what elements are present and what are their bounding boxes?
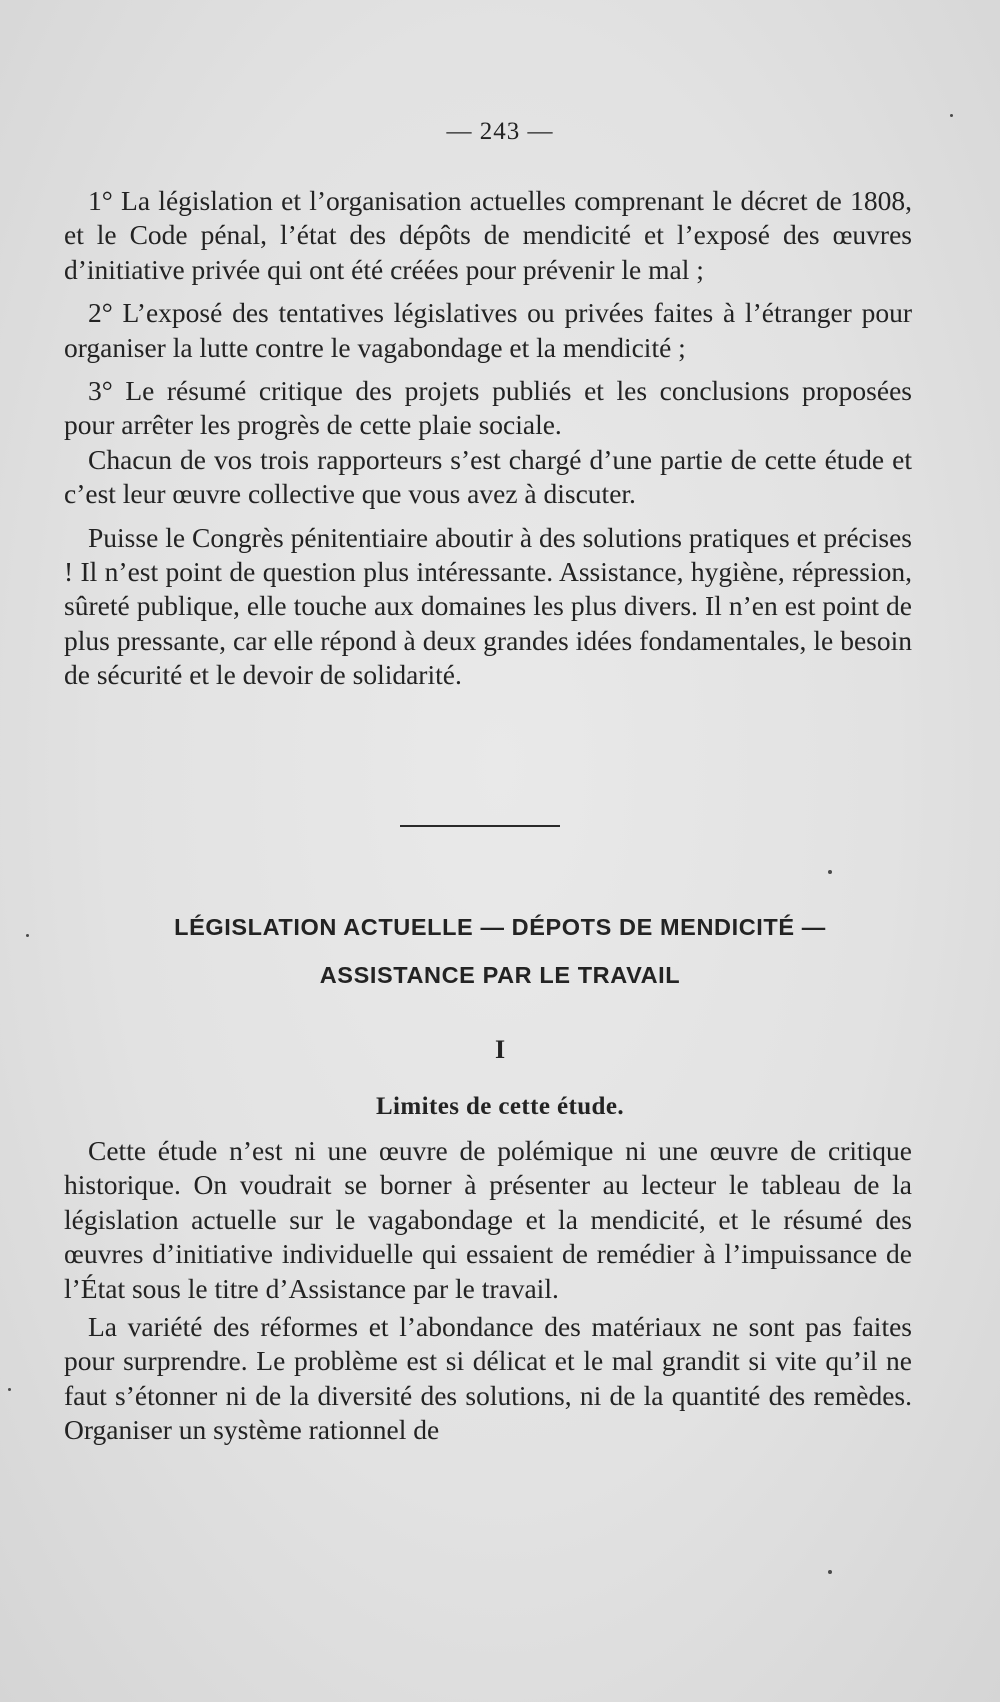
paper-speck [828,870,832,874]
paper-speck [8,1388,11,1391]
section-numeral: I [494,1035,506,1064]
body-text [64,1134,912,1452]
paragraph: Cette étude n’est ni une œuvre de polémique ni une œuvre de critique historique. On voudrait se borner à présenter au lecteur le tableau de la législation actuelle sur le vagabondage et la mendicité, et le résumé des œuvres d’initiative individuelle qui essaient de remédier à l’impuissance de l’État sous le titre d’Assistance par le travail. [64,1135,912,1304]
section-divider [400,825,560,827]
paragraph: Puisse le Congrès pénitentiaire aboutir à des solutions pratiques et précises ! Il n’est point de question plus intéressante. Assistance, hygiène, répression, sûreté publique, elle touche aux domaines les plus divers. Il n’en est point de plus pressante, car elle répond à deux grandes idées fondamentales, le besoin de sécurité et le devoir de solidarité. [64,521,912,691]
paragraph: Chacun de vos trois rapporteurs s’est chargé d’une partie de cette étude et c’est leur œuvre collective que vous avez à discuter. [64,443,912,510]
intro-text [64,184,912,702]
paper-speck [950,114,953,117]
paragraph: La variété des réformes et l’abondance des matériaux ne sont pas faites pour surprendre. Le problème est si délicat et le mal grandit si vite qu’il ne faut s’étonner ni de la diversité des solutions, ni de la quantité des remèdes. Organiser un système rationnel de [64,1311,912,1446]
page-number: — 243 — [446,118,554,145]
paper-speck [828,1570,832,1574]
paragraph: 1° La législation et l’organisation actuelles comprenant le décret de 1808, et le Code pénal, l’état des dépôts de mendicité et l’exposé des œuvres d’initiative privée qui ont été créées pour prévenir le mal ; [64,185,912,285]
paragraph: 3° Le résumé critique des projets publiés et les conclusions proposées pour arrêter les progrès de cette plaie sociale. [64,375,912,441]
chapter-heading-continued: ASSISTANCE PAR LE TRAVAIL [319,962,681,988]
section-subheading: Limites de cette étude. [375,1093,624,1120]
chapter-heading: LÉGISLATION ACTUELLE — DÉPOTS DE MENDICITÉ — [174,914,826,940]
paragraph: 2° L’exposé des tentatives législatives ou privées faites à l’étranger pour organiser la lutte contre le vagabondage et la mendicité ; [64,297,912,363]
paper-speck [26,934,29,937]
